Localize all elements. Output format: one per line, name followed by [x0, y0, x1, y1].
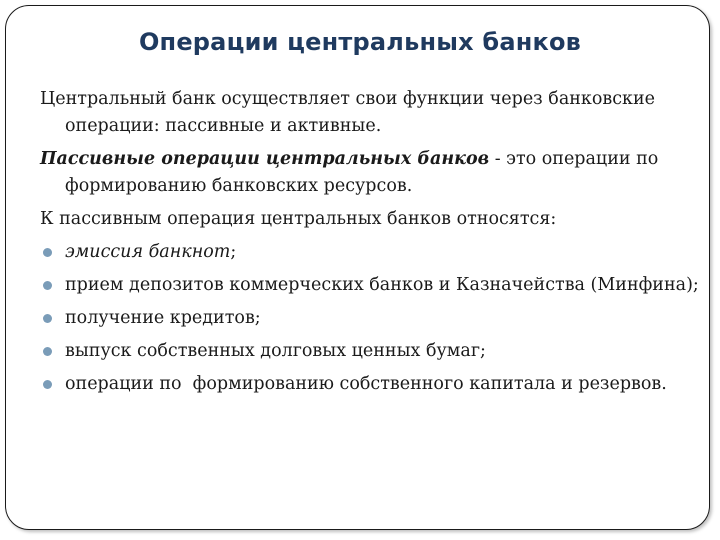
list-item-text: прием депозитов коммерческих банков и Казначейства (Минфина);: [65, 275, 699, 295]
list-item-text: получение кредитов;: [65, 308, 261, 328]
list-item-suffix: ;: [230, 242, 237, 262]
bullet-icon: [43, 380, 52, 389]
list-intro: К пассивным операция центральных банков относятся:: [40, 209, 557, 229]
definition-paragraph: [40, 146, 700, 200]
bullet-icon: [43, 314, 52, 323]
list-item: [40, 338, 700, 365]
list-item-text: операции по формированию собственного капитала и резервов.: [65, 374, 667, 394]
list-item: [40, 239, 700, 266]
list-item-text: эмиссия банкнот: [65, 242, 231, 262]
intro-paragraph: Центральный банк осуществляет свои функции через банковские операции: пассивные и активные.: [40, 89, 656, 136]
slide-content: [40, 86, 700, 404]
bullet-icon: [43, 248, 52, 257]
definition-rest: - это операции по формированию банковских ресурсов.: [65, 149, 659, 196]
list-item: [40, 371, 700, 398]
list-item: [40, 272, 700, 299]
list-item: [40, 305, 700, 332]
bullet-icon: [43, 281, 52, 290]
operations-list: [40, 239, 700, 398]
definition-term: Пассивные операции центральных банков: [40, 149, 490, 169]
slide-title: Операции центральных банков: [138, 28, 582, 56]
bullet-icon: [43, 347, 52, 356]
list-item-text: выпуск собственных долговых ценных бумаг;: [65, 341, 486, 361]
